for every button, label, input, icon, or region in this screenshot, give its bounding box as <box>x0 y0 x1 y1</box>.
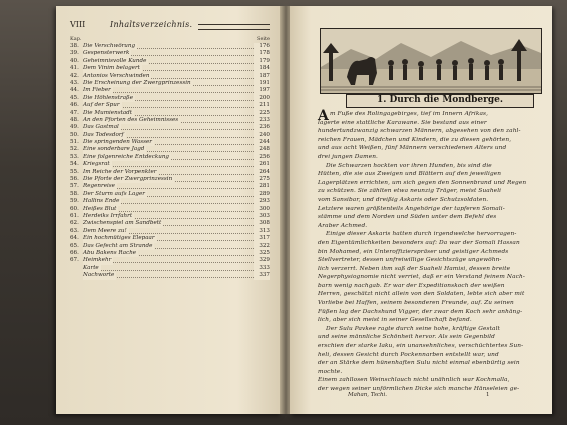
toc-chapter-number: 57. <box>70 183 79 190</box>
toc-chapter-title: Geheimnisvolle Kunde <box>83 57 147 64</box>
toc-page-number: 178 <box>254 50 270 57</box>
toc-page-number: 240 <box>254 132 270 139</box>
toc-entry <box>70 257 270 264</box>
text-line: Der Sulu Pavkee ragte durch seine hohe, kräftige Gestalt <box>326 325 500 332</box>
text-line: der an Stärke dem hünenhaften Sulu nicht einmal ebenbürtig sein <box>318 360 520 367</box>
toc-page-number: 256 <box>254 154 270 161</box>
text-line: Einem zahllosen Weinschlauch nicht unähnlich war Kochmalla, <box>318 377 510 384</box>
toc-chapter-number: 41. <box>70 65 79 72</box>
toc-entry <box>70 87 270 94</box>
text-line: Füßen lag der Dachshund Vigger, der zwar dem Koch sehr anhäng- <box>318 308 523 315</box>
text-line: und aus acht Weißen, fünf Männern verschiedenen Alters und <box>318 145 507 152</box>
toc-page-number: 313 <box>254 228 270 235</box>
chapter-body-text <box>318 110 542 394</box>
toc-page-number: 248 <box>254 146 270 153</box>
toc-chapter-title: Heißes Blut <box>83 205 117 212</box>
toc-chapter-title: An den Pforten des Geheimnisses <box>83 116 179 123</box>
toc-chapter-title: Hallins Ende <box>83 198 120 205</box>
toc-page-number: 322 <box>254 243 270 250</box>
toc-page-number: 317 <box>254 235 270 242</box>
toc-entry <box>70 243 270 250</box>
toc-chapter-title: Herdeiks Irrfahrt <box>83 212 133 219</box>
toc-entry <box>70 228 270 235</box>
toc-chapter-title: Die springenden Wasser <box>83 139 152 146</box>
toc-chapter-title: Heimkehr <box>83 257 112 264</box>
toc-entry <box>70 176 270 183</box>
toc-chapter-number: 39. <box>70 50 79 57</box>
footer-page-number: 1 <box>486 392 490 398</box>
toc-entry <box>70 110 270 117</box>
toc-chapter-number: 52. <box>70 146 79 153</box>
toc-chapter-number: 42. <box>70 72 79 79</box>
toc-entry <box>70 220 270 227</box>
toc-page-number: 236 <box>254 124 270 131</box>
toc-entry <box>70 117 270 124</box>
toc-chapter-title: Eine sonderbare Jagd <box>83 146 145 153</box>
toc-entry <box>70 139 270 146</box>
toc-page-number: 303 <box>254 213 270 220</box>
toc-chapter-title: Die Höhlenstraße <box>83 94 134 101</box>
text-line: Stellvertreter, dessen unfreiwillige Gesichtszüge ungewöhn- <box>318 257 502 264</box>
toc-entry <box>70 198 270 205</box>
text-line: Lagerplätzen errichten, um sich gegen den Sonnenbrand und Regen <box>318 179 527 186</box>
toc-chapter-number: 49. <box>70 124 79 131</box>
text-line: Einige dieser Askaris hatten durch irgendwelche hervorragen- <box>326 231 517 238</box>
toc-page-number: 187 <box>254 73 270 80</box>
toc-page-number: 293 <box>254 198 270 205</box>
footer-signature: Mahan, Tschi. <box>348 392 387 398</box>
toc-chapter-number: 40. <box>70 57 79 64</box>
text-line: Araber Achmed. <box>318 222 368 229</box>
text-line: Die Schwarzen hockten vor ihren Hunden, bis sind die <box>326 162 492 169</box>
page-roman-numeral: VIII <box>70 20 86 29</box>
toc-chapter-number: 46. <box>70 102 79 109</box>
toc-chapter-number: 54. <box>70 161 79 168</box>
toc-page-number: 275 <box>254 176 270 183</box>
text-line: drei jungen Damen. <box>318 153 378 160</box>
toc-page-number: 289 <box>254 191 270 198</box>
toc-entry <box>70 272 270 279</box>
toc-chapter-title: Zwischenspiel am Sandbett <box>83 220 162 227</box>
toc-entry <box>70 206 270 213</box>
text-line: lich verzerrt. Neben ihm saß der Suaheli Hamisi, dessen breite <box>318 265 511 272</box>
text-line: Vorliebe bei Haffen, seinem besonderen Freunde, auf. Zu seinen <box>318 300 514 307</box>
toc-chapter-number: 43. <box>70 79 79 86</box>
toc-entry <box>70 183 270 190</box>
toc-chapter-title: Die Pforte der Zwergprinzessin <box>83 176 173 183</box>
text-line: reichen Frauen, Mädchen und Kindern, die zu diesen gehörten, <box>318 136 512 143</box>
toc-chapter-title: Regenreise <box>83 183 115 190</box>
toc-chapter-number: 58. <box>70 190 79 197</box>
text-line: zu schützen. Sie zählten etwa neunzig Träger, meist Suaheli <box>318 188 502 195</box>
text-line: erschien der starke Iaku, ein unansehnliches, verschüchtertes Sun- <box>318 343 524 350</box>
toc-chapter-number: 48. <box>70 116 79 123</box>
toc-entry <box>70 169 270 176</box>
toc-chapter-title: Der Sturm aufs Lager <box>83 190 145 197</box>
toc-entry <box>70 146 270 153</box>
toc-entry <box>70 50 270 57</box>
toc-chapter-number: 62. <box>70 220 79 227</box>
toc-page-number: 325 <box>254 250 270 257</box>
toc-chapter-number: 59. <box>70 198 79 205</box>
text-line: vom Sansibar, und dreißig Askaris oder Schutzsoldaten. <box>318 196 489 203</box>
text-line: Hütten, die sie aus Zweigen und Blättern auf den jeweiligen <box>318 171 502 178</box>
toc-chapter-number: 66. <box>70 249 79 256</box>
toc-chapter-number: 60. <box>70 205 79 212</box>
toc-chapter-number: 45. <box>70 94 79 101</box>
text-line: bin Mohamed, ein Unteroffizierspräser und geistiger Achmeds <box>318 248 509 255</box>
toc-chapter-title: Das Gastmal <box>83 124 119 131</box>
toc-page-number: 300 <box>254 206 270 213</box>
toc-entry <box>70 191 270 198</box>
col-chapter-label: Kap. <box>70 36 82 42</box>
toc-entry <box>70 73 270 80</box>
text-line: lagerte eine stattliche Karawane. Sie bestand aus einer <box>318 119 487 126</box>
toc-chapter-title: Dem Meere zu! <box>83 227 127 234</box>
toc-chapter-title: Abu Bakens Rache <box>83 249 137 256</box>
text-line: der wegen seiner unförmlichen Dicke sich manche Hänseleien ge- <box>318 386 520 392</box>
text-line: hundertundzwanzig schwarzen Männern, abgesehen von den zahl- <box>318 128 521 135</box>
toc-chapter-number: 55. <box>70 168 79 175</box>
toc-page-number: 337 <box>254 272 270 279</box>
toc-page-number: 233 <box>254 117 270 124</box>
toc-entry <box>70 250 270 257</box>
toc-chapter-title: Im Reiche der Vorpenkter <box>83 168 157 175</box>
left-page-header <box>70 20 270 32</box>
toc-chapter-number: 65. <box>70 242 79 249</box>
toc-chapter-title: Eine folgenreiche Entdeckung <box>83 153 170 160</box>
toc-chapter-title: Im Fieber <box>83 87 111 94</box>
toc-entry <box>70 154 270 161</box>
toc-entry <box>70 95 270 102</box>
header-ornament <box>198 24 270 30</box>
toc-entry <box>70 80 270 87</box>
text-line: Letztere waren größtenteils Angehörige der tapferen Somali- <box>318 205 505 212</box>
toc-page-number: 281 <box>254 183 270 190</box>
toc-entry <box>70 132 270 139</box>
toc-entry <box>70 124 270 131</box>
caravan-woodcut <box>321 29 541 93</box>
toc-chapter-number: 63. <box>70 227 79 234</box>
toc-chapter-title: Die Mumienstadt <box>83 109 132 116</box>
left-page <box>56 6 282 414</box>
toc-page-number: 329 <box>254 257 270 264</box>
toc-chapter-number: 56. <box>70 176 79 183</box>
toc-chapter-number: 38. <box>70 43 79 49</box>
toc-entry <box>70 43 270 50</box>
running-title: Inhaltsverzeichnis. <box>110 20 193 29</box>
col-page-label: Seite <box>257 36 270 42</box>
toc-page-number: 261 <box>254 161 270 168</box>
toc-chapter-title: Nachworte <box>83 272 115 279</box>
toc-page-number: 308 <box>254 220 270 227</box>
toc-chapter-number: 53. <box>70 153 79 160</box>
text-line: stämme und dem Norden und Süden unter dem Befehl des <box>318 214 497 221</box>
chapter-illustration <box>320 28 542 94</box>
chapter-title: 1. Durch die Mondberge. <box>346 94 534 108</box>
toc-chapter-number: 61. <box>70 212 79 219</box>
toc-chapter-title: Gespensterwerk <box>83 50 130 57</box>
text-line: mochte. <box>318 368 343 375</box>
toc-entry <box>70 235 270 242</box>
toc-chapter-title: Das Gefecht am Strande <box>83 242 153 249</box>
toc-chapter-number: 47. <box>70 109 79 116</box>
toc-page-number: 176 <box>254 43 270 50</box>
toc-chapter-title: Die Erscheinung der Zwergprinzessin <box>83 79 191 86</box>
toc-chapter-number: 67. <box>70 257 79 264</box>
toc-page-number: 225 <box>254 110 270 117</box>
toc-chapter-number: 44. <box>70 87 79 94</box>
toc-entry <box>70 58 270 65</box>
text-line: Negerphysiognomie nicht verriet, daß er ein Verstand feinem Nach- <box>318 274 525 281</box>
drop-cap: A <box>318 108 329 124</box>
toc-chapter-number: 64. <box>70 235 79 242</box>
toc-entry <box>70 213 270 220</box>
toc-entry <box>70 65 270 72</box>
toc-chapter-title: Das Todesdorf <box>83 131 124 138</box>
toc-chapter-title: Dem Vinim belagert <box>83 65 140 72</box>
text-line: Herren, geschätzt nicht allein von den Soldaten, lebte sich aber mit <box>318 291 525 298</box>
toc-page-number: 200 <box>254 95 270 102</box>
toc-entry <box>70 265 270 272</box>
table-of-contents <box>70 43 270 280</box>
toc-page-number: 211 <box>254 102 270 109</box>
toc-chapter-number: 50. <box>70 131 79 138</box>
toc-chapter-title: Auf der Spur <box>83 102 120 109</box>
toc-page-number: 244 <box>254 139 270 146</box>
toc-page-number: 333 <box>254 265 270 272</box>
text-line: barn wenig nachgab. Er war der Expeditionskoch der weißen <box>318 282 505 289</box>
toc-chapter-title: Die Verschwörung <box>83 43 136 49</box>
toc-page-number: 184 <box>254 65 270 72</box>
text-line: lich, aber sich meist in seiner Gesellschaft befand. <box>318 317 472 324</box>
text-line: heli, dessen Gesicht durch Pockennarben entstellt war, und <box>318 351 499 358</box>
toc-entry <box>70 161 270 168</box>
text-line: und seine männliche Schönheit hervor. Als sein Gegenbild <box>318 334 495 341</box>
toc-chapter-title: Ein hochmütiges Elepaar <box>83 235 155 242</box>
toc-chapter-title: Karte <box>83 264 99 271</box>
toc-chapter-title: Kriegsrat <box>83 161 110 168</box>
toc-page-number: 179 <box>254 58 270 65</box>
toc-page-number: 197 <box>254 87 270 94</box>
toc-entry <box>70 102 270 109</box>
text-line: den Eigentümlichkeiten besonders auf: Da war der Somali Hassan <box>318 239 520 246</box>
toc-page-number: 191 <box>254 80 270 87</box>
toc-page-number: 264 <box>254 169 270 176</box>
text-line: m Fuße des Rolingagebirges, tief im Innern Afrikas, <box>330 111 489 117</box>
toc-chapter-title: Antonios Verschwinden <box>83 72 150 79</box>
leader-dots <box>83 265 254 271</box>
toc-chapter-number: 51. <box>70 139 79 146</box>
